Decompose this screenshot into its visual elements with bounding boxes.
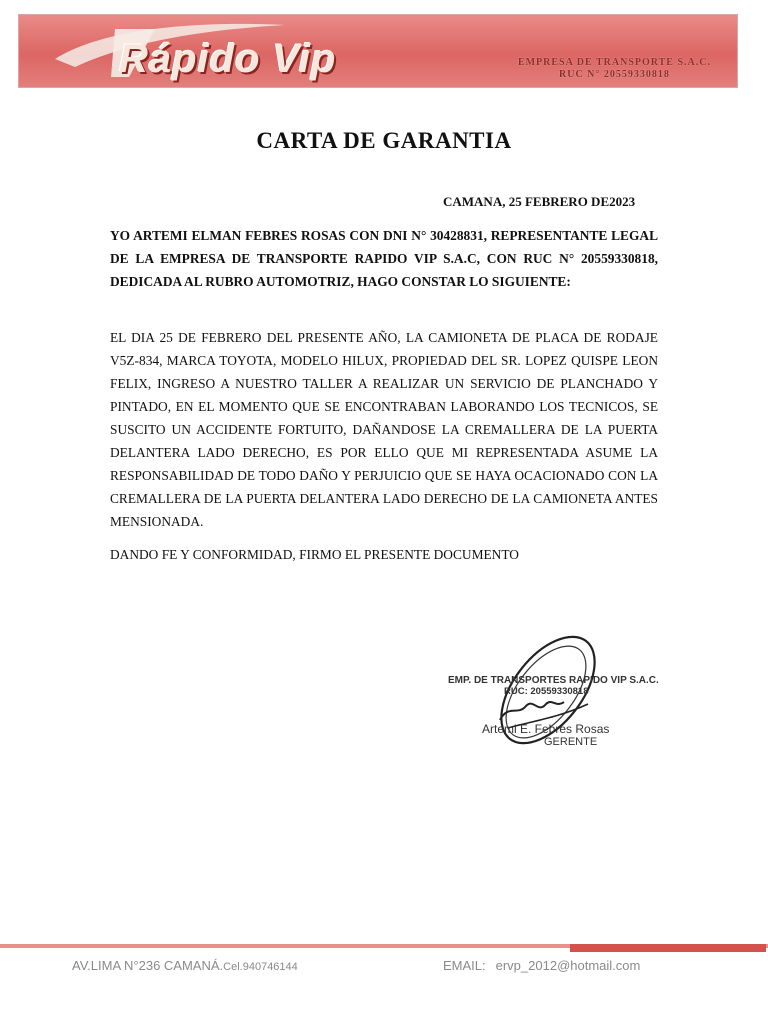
closing-paragraph: DANDO FE Y CONFORMIDAD, FIRMO EL PRESENTE DOCUMENTO xyxy=(110,547,519,562)
document-date: CAMANA, 25 FEBRERO DE2023 xyxy=(443,194,636,209)
intro-paragraph: YO ARTEMI ELMAN FEBRES ROSAS CON DNI N° 30428831, REPRESENTANTE LEGAL DE LA EMPRESA DE TRANSPORTE RAPIDO VIP S.A.C, CON RUC N° 20559330818, DEDICADA AL RUBRO AUTOMOTRIZ, HAGO CONSTAR LO SIGUIENTE: xyxy=(110,228,658,289)
stamp-name: Artemi E. Febres Rosas xyxy=(482,722,610,736)
company-logo: Rápido Vip xyxy=(119,37,337,81)
signature-stamp xyxy=(448,632,659,748)
phone-text: Cel.940746144 xyxy=(223,961,298,973)
document-title: CARTA DE GARANTIA xyxy=(256,128,512,153)
company-name: EMPRESA DE TRANSPORTE S.A.C. xyxy=(517,57,711,68)
stamp-ruc: RUC: 20559330818 xyxy=(504,686,589,697)
stamp-company: EMP. DE TRANSPORTES RAPIDO VIP S.A.C. xyxy=(448,675,659,686)
company-info xyxy=(518,57,711,81)
footer-email xyxy=(443,958,640,973)
email-label: EMAIL: xyxy=(443,958,486,973)
letterhead-banner xyxy=(18,14,738,88)
stamp-role: GERENTE xyxy=(544,736,598,748)
address-text: AV.LIMA N°236 CAMANÁ. xyxy=(72,958,224,973)
email-address: ervp_2012@hotmail.com xyxy=(495,958,641,973)
footer-address xyxy=(72,958,298,973)
body-paragraph: EL DIA 25 DE FEBRERO DEL PRESENTE AÑO, LA CAMIONETA DE PLACA DE RODAJE V5Z-834, MARCA TOYOTA, MODELO HILUX, PROPIEDAD DEL SR. LOPEZ QUISPE LEON FELIX, INGRESO A NUESTRO TALLER A REALIZAR UN SERVICIO DE PLANCHADO Y PINTADO, EN EL MOMENTO QUE SE ENCONTRABAN LABORANDO LOS TECNICOS, SE SUSCITO UN ACCIDENTE FORTUITO, DAÑANDOSE LA CREMALLERA DE LA PUERTA DELANTERA LADO DERECHO, ES POR ELLO QUE MI REPRESENTADA ASUME LA RESPONSABILIDAD DE TODO DAÑO Y PERJUICIO QUE SE HAYA OCACIONADO CON LA CREMALLERA DE LA PUERTA DELANTERA LADO DERECHO DE LA CAMIONETA ANTES MENSIONADA. xyxy=(110,330,658,529)
company-ruc: RUC N° 20559330818 xyxy=(559,69,670,80)
footer-accent-bar xyxy=(570,944,766,952)
